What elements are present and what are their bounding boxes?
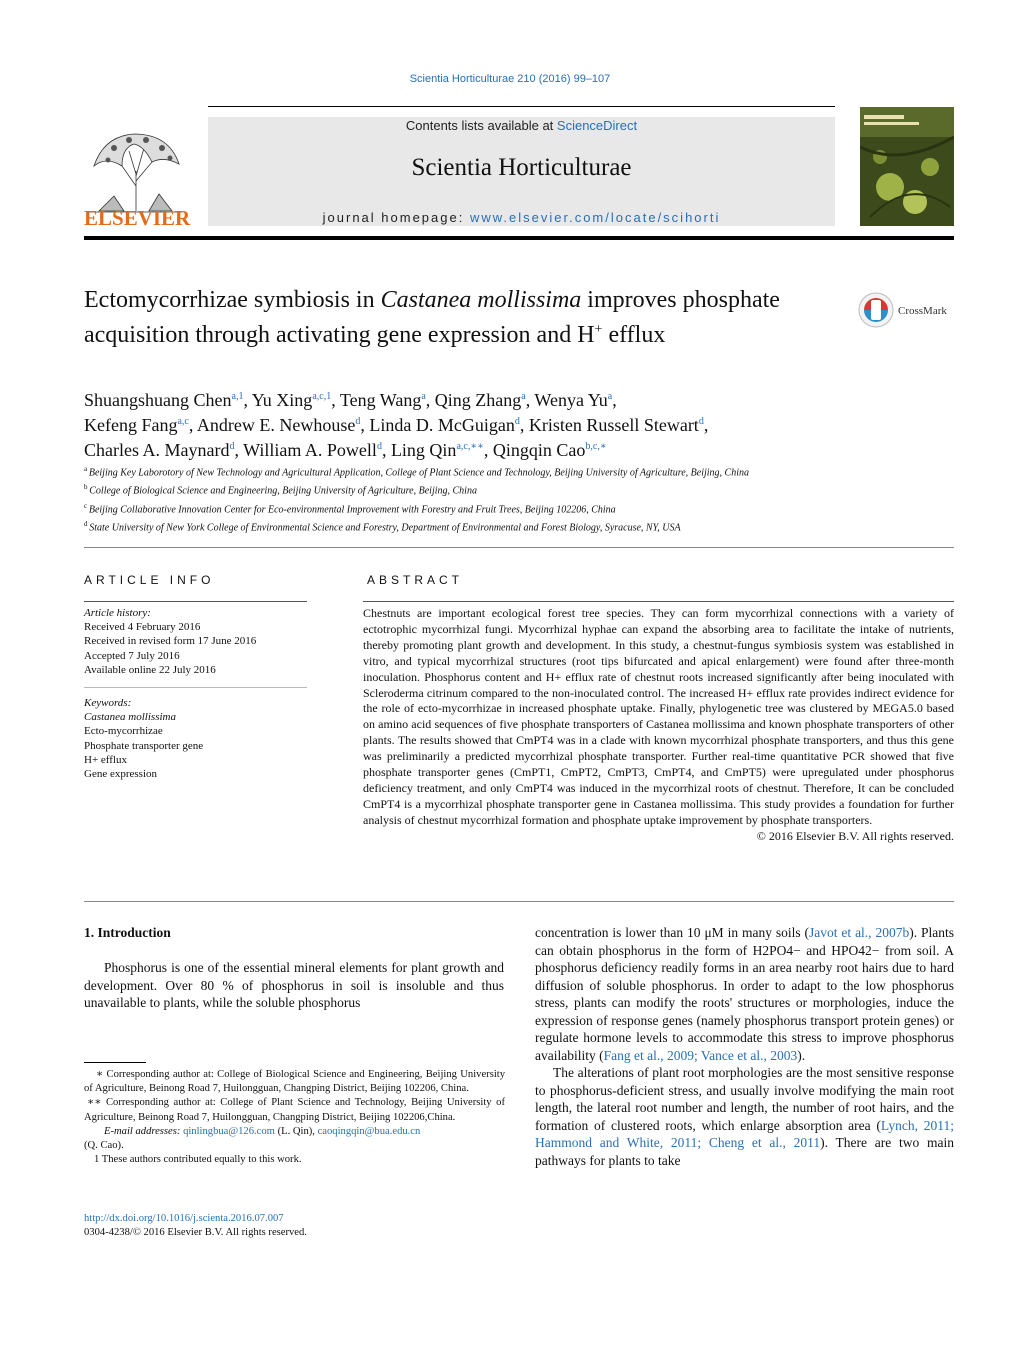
author-name: Qingqin Cao [492,440,586,460]
intro-text: ). [797,1047,806,1063]
intro-text: ). There are two main pathways for plants to take [535,1135,954,1168]
header-rule [208,106,835,107]
title-superscript: + [594,322,603,337]
citation-link[interactable]: Lynch, 2011; Hammond and White, 2011; Cheng et al., 2011 [535,1117,954,1150]
author-name: Andrew E. Newhouse [196,415,356,435]
history-rule [84,687,307,688]
intro-paragraph: Phosphorus is one of the essential mineral elements for plant growth and development. Over 80 % of phosphorus in soil is insoluble and thus unavailable to plants, while the soluble phosphorus [84,960,504,1010]
keyword-item: H+ efflux [84,753,127,766]
email-label: E-mail addresses: [104,1125,181,1137]
doi-block [84,1212,504,1240]
keyword-item: Gene expression [84,768,158,781]
author-affiliation-sup[interactable]: b,c,∗ [585,441,607,452]
affiliation-text: Beijing Collaborative Innovation Center for Eco-environmental Improvement with Forestry and Fruit Trees, Beijing 102206, China [88,503,616,515]
author-affiliation-sup[interactable]: a [421,391,426,402]
history-accepted: Accepted 7 July 2016 [84,649,180,662]
abstract-copyright: © 2016 Elsevier B.V. All rights reserved. [756,828,954,843]
title-text-3: efflux [602,322,666,348]
author-name: Yu Xing [251,390,313,410]
footnote-corresponding-2: ∗∗ Corresponding author at: College of Plant Science and Technology, Beijing University of Agriculture, Beinong Road 7, Huilongguan, Changping District, Beijing 102206,China. [84,1097,505,1123]
affiliation-text: College of Biological Science and Engineering, Beijing University of Agriculture, Beijing, China [89,485,477,497]
author-affiliation-sup[interactable]: d [376,441,382,452]
intro-paragraph [535,1064,954,1169]
affiliation-item [84,517,854,535]
intro-paragraph [535,924,954,1064]
keyword-item: Castanea mollissima [84,711,176,724]
email-owner: (L. Qin), [274,1125,318,1137]
author-name: Kefeng Fang [84,415,178,435]
introduction-heading: 1. Introduction [84,925,171,940]
abstract-text: Chestnuts are important ecological forest tree species. They can form mycorrhizal connections with a variety of ectotrophic mycorrhizal fungi. Mycorrhizal hyphae can expand the absorbing area to facilitate the intake of nutrients, thereby promoting plant growth and development. In this study, a chestnut-fungus symbiosis system was established in vitro, and typical mycorrhizal structures (root tips bifurcated and apical enlargement) were found after three-month inoculation. Phosphorus content and H+ efflux rate of chestnut roots increased significantly after being inoculated with Scleroderma citrinum compared to the non-inoculated control. The increased H+ efflux rate provides indirect evidence for the role of ecto-mycorrhizae in increased phosphate uptake. Finally, phylogenetic tree was clustered by MEGA5.0 based on amino acid sequences of five phosphate transporters of Castanea mollissima and known phosphate transporters of other plants. The results showed that CmPT4 was in a clade with known mycorrhizal phosphate transporters, and thus this gene was preliminarily a predicted mycorrhizal phosphate transporter. Further real-time quantitative PCR showed that five phosphate transporter genes (CmPT1, CmPT2, CmPT3, CmPT4, and CmPT5) were upregulated under phosphorus deficiency treatment, and only CmPT4 was induced in the mycorrhizal roots of chestnut. Therefore, It can be concluded CmPT4 is a mycorrhizal phosphate transporter gene in Castanea mollissima. This study provides a foundation for further analysis of chestnut mycorrhizal formation and phosphate uptake improvement by phosphate transporters. [363,606,954,827]
crossmark-label: CrossMark [898,305,947,317]
affiliation-item [84,462,854,480]
author-name: Shuangshuang Chen [84,390,232,410]
author-affiliation-sup[interactable]: d [355,416,361,427]
intro-text: ). Plants can obtain phosphorus in the form of H2PO4− and HPO42− from soil. A phosphorus deficiency readily forms in an area nearby root hairs due to hard diffusion of soluble phosphorus. In order to adapt to the low phosphorus stress, plants can modify the roots' structures or morphologies, induce the expression of response genes (namely phosphorus transport protein genes) or regulate hormone levels to accommodate this stress to improve phosphorus availability ( [535,925,954,1063]
elsevier-logo-text: ELSEVIER [84,206,191,230]
author-name: Ling Qin [390,440,457,460]
history-label: Article history: [84,607,151,619]
author-name: Kristen Russell Stewart [528,415,699,435]
abstract-body [363,606,954,845]
affiliation-key: d [84,519,90,528]
author-affiliation-sup[interactable]: a,c,1 [312,391,332,402]
footnote-corresponding-1: ∗ Corresponding author at: College of Biological Science and Engineering, Beijing University of Agriculture, Beinong Road 7, Huilongguan, Changping District, Beijing 102206, China. [84,1069,505,1095]
section-rule-2 [84,901,954,902]
journal-reference[interactable]: Scientia Horticulturae 210 (2016) 99–107 [409,73,611,85]
author-list: Shuangshuang Chen$^{a,1}$, Yu Xing$^{a,c,1}$, Teng Wang$^a$, Qing Zhang$^a$, Wenya Yu$^a$, Kefeng Fang$^{a,c}$, Andrew E. Newhouse$^d$, Linda D. McGuigan$^d$, Kristen Russell Stewart$^d$, Charles A. Maynard$^d$, William A. Powell$^d$, Ling Qin$^{a,c,∗∗}$, Qingqin Cao$^{b,c,∗}$ [84,390,709,460]
article-history [84,606,307,677]
history-revised: Received in revised form 17 June 2016 [84,635,257,648]
intro-text: The alterations of plant root morphologies are the most sensitive response to phosphorus-deficient stress, and usually involve modifying the main root length, the lateral root number and length, the number of root hairs, and the formation of clustered roots, which enlarge absorption area ( [535,1065,954,1133]
citation-link[interactable]: Javot et al., 2007b [809,925,910,940]
keyword-item: Phosphate transporter gene [84,739,204,752]
homepage-prefix: journal homepage: [322,210,470,225]
footnotes [84,1068,505,1167]
affiliation-text: Beijing Key Laborotory of New Technology and Agricultural Application, College of Plant Science and Technology, Beijing University of Agriculture, Beijing, China [88,467,749,479]
contents-line [208,118,835,133]
title-species: Castanea mollissima [380,287,582,313]
article-info-heading: ARTICLE INFO [84,573,215,587]
section-rule [84,547,954,548]
affiliation-text: State University of New York College of Environmental Science and Forestry, Department of Environmental and Forest Biology, Syracuse, NY, USA [89,522,681,534]
article-info-rule [84,601,307,602]
history-received: Received 4 February 2016 [84,621,201,634]
issn-copyright: 0304-4238/© 2016 Elsevier B.V. All rights reserved. [84,1227,307,1238]
author-affiliation-sup[interactable]: a,1 [231,391,244,402]
keywords-label: Keywords: [84,697,132,709]
author-name: William A. Powell [243,440,377,460]
crossmark-icon[interactable] [858,290,958,330]
email-link[interactable]: caoqingqin@bua.edu.cn [317,1125,421,1137]
sciencedirect-link[interactable]: ScienceDirect [556,118,638,133]
keyword-item: Ecto-mycorrhizae [84,725,163,738]
author-affiliation-sup[interactable]: d [229,441,235,452]
abstract-heading: ABSTRACT [367,573,464,587]
author-affiliation-sup[interactable]: d [514,416,520,427]
author-name: Teng Wang [339,390,422,410]
doi-link[interactable]: http://dx.doi.org/10.1016/j.scienta.2016.07.007 [84,1213,284,1224]
email-owner: (Q. Cao). [84,1140,124,1152]
affiliation-item [84,480,854,498]
author-name: Linda D. McGuigan [369,415,515,435]
author-affiliation-sup[interactable]: a,c [177,416,189,427]
affiliations [84,462,854,535]
footnote-rule [84,1062,146,1063]
author-affiliation-sup[interactable]: a [607,391,613,402]
intro-column-1 [84,959,504,1012]
article-title [84,286,814,350]
footnote-emails [84,1125,505,1153]
abstract-rule [363,601,954,602]
citation-link[interactable]: Fang et al., 2009; Vance et al., 2003 [603,1047,798,1063]
intro-column-2 [535,924,954,1169]
homepage-line [208,210,835,225]
title-text-1: Ectomycorrhizae symbiosis in [84,287,381,313]
title-text-2: improves phosphate acquisition through activating gene expression and H [84,287,780,348]
affiliation-key: c [84,501,89,510]
footnote-equal-contribution: 1 These authors contributed equally to this work. [94,1154,302,1166]
author-affiliation-sup[interactable]: a,c,∗∗ [456,441,484,452]
header-thick-rule [84,236,954,240]
author-name: Qing Zhang [434,390,522,410]
affiliation-item [84,499,854,517]
email-link[interactable]: qinlingbua@126.com [183,1125,275,1137]
journal-cover-image[interactable] [860,107,954,226]
intro-text: concentration is lower than 10 μM in many soils ( [535,925,810,940]
author-name: Wenya Yu [534,390,608,410]
author-affiliation-sup[interactable]: a [521,391,526,402]
contents-prefix: Contents lists available at [405,118,557,133]
affiliation-key: b [84,483,90,492]
author-name: Charles A. Maynard [84,440,230,460]
journal-name: Scientia Horticulturae [411,154,632,181]
history-online: Available online 22 July 2016 [84,663,216,676]
homepage-link[interactable]: www.elsevier.com/locate/scihorti [469,210,721,225]
affiliation-key: a [84,465,89,473]
author-affiliation-sup[interactable]: d [698,416,704,427]
keywords [84,696,307,781]
